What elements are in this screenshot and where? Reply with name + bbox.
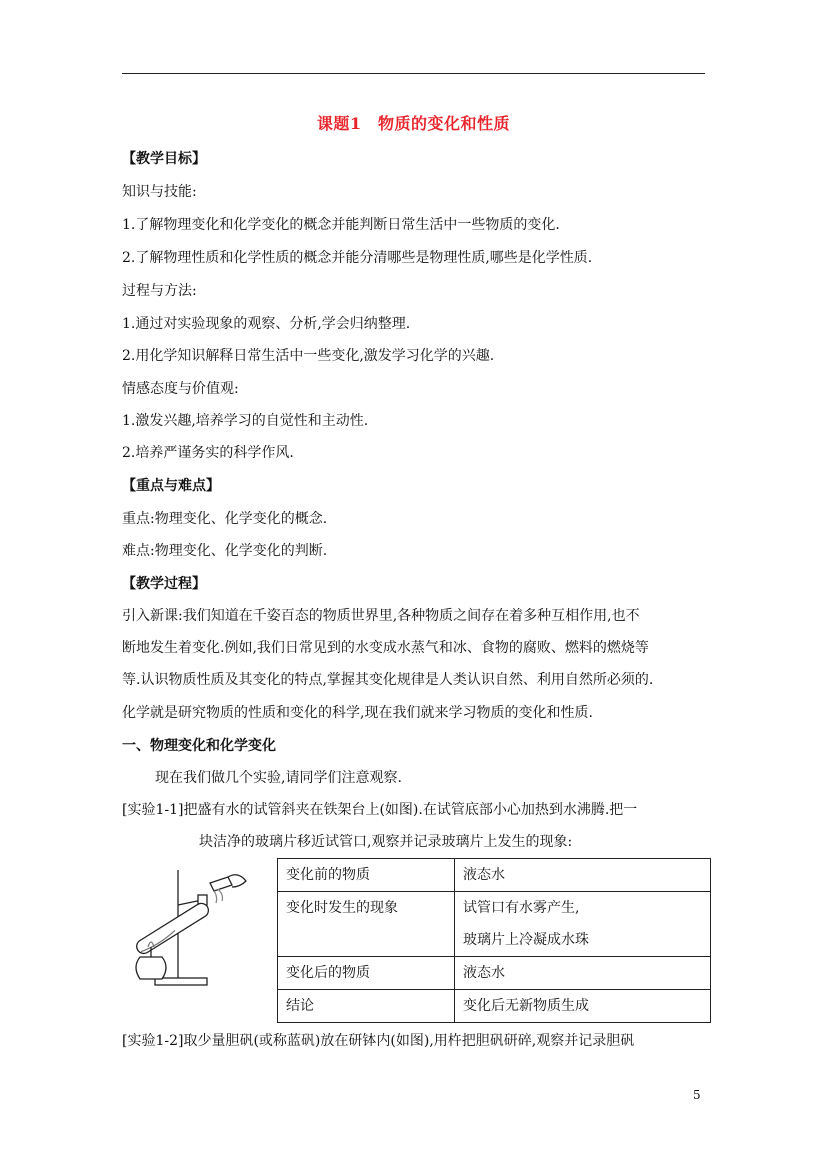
table-row (278, 892, 711, 957)
text-line: 2.了解物理性质和化学性质的概念并能分清哪些是物理性质,哪些是化学性质. (122, 250, 593, 266)
table-cell-line: 试管口有水雾产生, (463, 900, 580, 916)
header-rule (122, 73, 705, 74)
table-cell-label: 变化时发生的现象 (278, 892, 455, 957)
text-line: 2.用化学知识解释日常生活中一些变化,激发学习化学的兴趣. (122, 348, 495, 364)
section-heading-process: 【教学过程】 (122, 576, 206, 592)
table-cell-label: 变化后的物质 (278, 957, 455, 990)
lab-apparatus-illustration (110, 855, 260, 990)
table-row (278, 990, 711, 1023)
text-line: 1.激发兴趣,培养学习的自觉性和主动性. (122, 413, 369, 429)
text-line: 重点:物理变化、化学变化的概念. (122, 511, 328, 527)
text-line: 引入新课:我们知道在千姿百态的物质世界里,各种物质之间存在着多种互相作用,也不 (122, 608, 640, 624)
section-heading-objectives: 【教学目标】 (122, 151, 206, 167)
text-line: 1.了解物理变化和化学变化的概念并能判断日常生活中一些物质的变化. (122, 217, 560, 233)
text-line: 1.通过对实验现象的观察、分析,学会归纳整理. (122, 316, 411, 332)
experiment-1-2-text: [实验1-2]取少量胆矾(或称蓝矾)放在研钵内(如图),用杵把胆矾研碎,观察并记录胆矾 (122, 1033, 635, 1049)
table-cell-line: 玻璃片上冷凝成水珠 (463, 932, 589, 948)
page-number: 5 (693, 1088, 701, 1102)
table-row (278, 957, 711, 990)
table-cell-label: 变化前的物质 (278, 859, 455, 892)
text-line: 情感态度与价值观: (122, 381, 239, 397)
table-cell-value: 液态水 (455, 957, 711, 990)
text-line: 知识与技能: (122, 184, 197, 200)
text-line: 等.认识物质性质及其变化的特点,掌握其变化规律是人类认识自然、利用自然所必须的. (122, 672, 654, 688)
section-heading-key-points: 【重点与难点】 (122, 478, 220, 494)
text-line: 现在我们做几个实验,请同学们注意观察. (155, 770, 402, 786)
table-row (278, 859, 711, 892)
text-line: 断地发生着变化.例如,我们日常见到的水变成水蒸气和冰、食物的腐败、燃料的燃烧等 (122, 640, 649, 656)
text-line: 2.培养严谨务实的科学作风. (122, 445, 294, 461)
text-line: 难点:物理变化、化学变化的判断. (122, 543, 328, 559)
table-cell-value (455, 892, 711, 957)
experiment-1-1-table (277, 858, 711, 1023)
table-cell-label: 结论 (278, 990, 455, 1023)
experiment-1-1-text: [实验1-1]把盛有水的试管斜夹在铁架台上(如图).在试管底部小心加热到水沸腾.把一 (122, 802, 638, 818)
text-line: 过程与方法: (122, 283, 197, 299)
text-line: 化学就是研究物质的性质和变化的科学,现在我们就来学习物质的变化和性质. (122, 705, 593, 721)
page-title: 课题1 物质的变化和性质 (316, 114, 511, 133)
experiment-1-1-text: 块洁净的玻璃片移近试管口,观察并记录玻璃片上发生的现象: (199, 834, 573, 850)
table-cell-value: 液态水 (455, 859, 711, 892)
table-cell-value: 变化后无新物质生成 (455, 990, 711, 1023)
subsection-heading: 一、物理变化和化学变化 (122, 738, 276, 754)
